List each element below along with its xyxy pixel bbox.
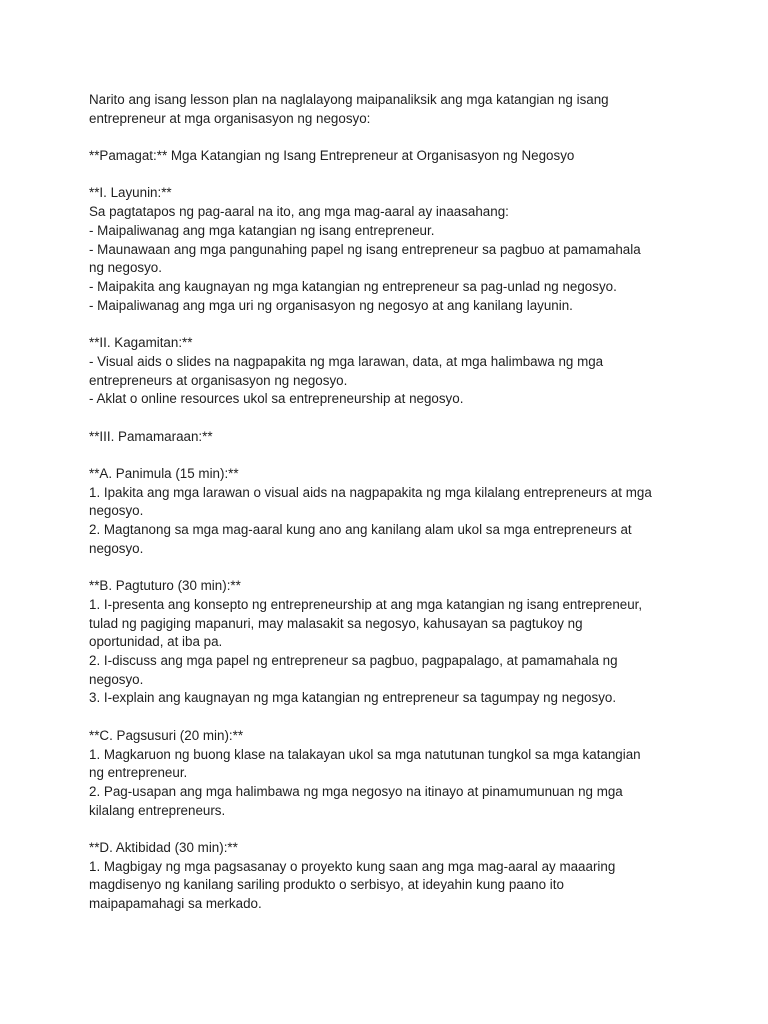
subsection-heading: **D. Aktibidad (30 min):** — [89, 840, 238, 855]
list-item: - Maipakita ang kaugnayan ng mga katangian ng entrepreneur sa pag-unlad ng negosyo. — [89, 279, 617, 294]
list-item: - Maipaliwanag ang mga katangian ng isang entrepreneur. — [89, 222, 435, 238]
text-line: ng negosyo. — [89, 260, 162, 276]
document-page — [89, 91, 709, 933]
section-pamamaraan — [89, 428, 709, 447]
text-line: oportunidad, at iba pa. — [89, 634, 223, 650]
subsection-pagsusuri — [89, 727, 709, 821]
text-line: magdisenyo ng kanilang sariling produkto o serbisyo, at ideyahin kung paano ito — [89, 877, 564, 893]
text-line: entrepreneurs at organisasyon ng negosyo. — [89, 372, 348, 388]
subsection-pagtuturo — [89, 577, 709, 708]
list-item: 1. I-presenta ang konsepto ng entrepreneurship at ang mga katangian ng isang entrepreneur, — [89, 596, 643, 612]
text-line: ng entrepreneur. — [89, 765, 188, 781]
list-item: - Visual aids o slides na nagpapakita ng mga larawan, data, at mga halimbawa ng mga — [89, 353, 604, 369]
list-item: 3. I-explain ang kaugnayan ng mga katangian ng entrepreneur sa tagumpay ng negosyo. — [89, 690, 617, 706]
list-item: 2. Magtanong sa mga mag-aaral kung ano ang kanilang alam ukol sa mga entrepreneurs at — [89, 522, 632, 538]
subsection-heading: **A. Panimula (15 min):** — [89, 465, 239, 481]
text-line: tulad ng pagiging mapanuri, may malasakit sa negosyo, kahusayan sa pagtukoy ng — [89, 615, 583, 631]
section-heading: **III. Pamamaraan:** — [89, 428, 213, 444]
text-line: entrepreneur at mga organisasyon ng negosyo: — [89, 110, 371, 126]
list-item: 1. Magkaruon ng buong klase na talakayan ukol sa mga natutunan tungkol sa mga katangian — [89, 746, 641, 762]
list-item: - Aklat o online resources ukol sa entrepreneurship at negosyo. — [89, 391, 464, 407]
title-paragraph — [89, 147, 709, 166]
list-item: - Maunawaan ang mga pangunahing papel ng isang entrepreneur sa pagbuo at pamamahala — [89, 241, 641, 257]
text-line: maipapamahagi sa merkado. — [89, 896, 262, 912]
text-line: Sa pagtatapos ng pag-aaral na ito, ang mga mag-aaral ay inaasahang: — [89, 204, 509, 220]
intro-paragraph — [89, 91, 709, 128]
document-title: **Pamagat:** Mga Katangian ng Isang Entrepreneur at Organisasyon ng Negosyo — [89, 148, 575, 164]
text-line: negosyo. — [89, 503, 144, 519]
text-line: negosyo. — [89, 671, 144, 687]
list-item: 1. Ipakita ang mga larawan o visual aids na nagpapakita ng mga kilalang entrepreneurs at mga — [89, 484, 652, 500]
list-item: 2. I-discuss ang mga papel ng entrepreneur sa pagbuo, pagpapalago, at pamamahala ng — [89, 653, 618, 668]
subsection-heading: **B. Pagtuturo (30 min):** — [89, 578, 241, 594]
list-item: 1. Magbigay ng mga pagsasanay o proyekto kung saan ang mga mag-aaral ay maaaring — [89, 858, 616, 874]
section-layunin — [89, 184, 709, 315]
subsection-aktibidad — [89, 839, 709, 914]
section-heading: **II. Kagamitan:** — [89, 335, 193, 351]
list-item: 2. Pag-usapan ang mga halimbawa ng mga negosyo na itinayo at pinamumunuan ng mga — [89, 783, 623, 799]
text-line: Narito ang isang lesson plan na naglalayong maipanaliksik ang mga katangian ng isang — [89, 92, 609, 107]
text-line: kilalang entrepreneurs. — [89, 802, 226, 818]
text-line: negosyo. — [89, 540, 144, 556]
section-kagamitan — [89, 334, 709, 409]
section-heading: **I. Layunin:** — [89, 185, 172, 201]
subsection-panimula — [89, 465, 709, 559]
list-item: - Maipaliwanag ang mga uri ng organisasyon ng negosyo at ang kanilang layunin. — [89, 297, 573, 313]
subsection-heading: **C. Pagsusuri (20 min):** — [89, 727, 244, 743]
